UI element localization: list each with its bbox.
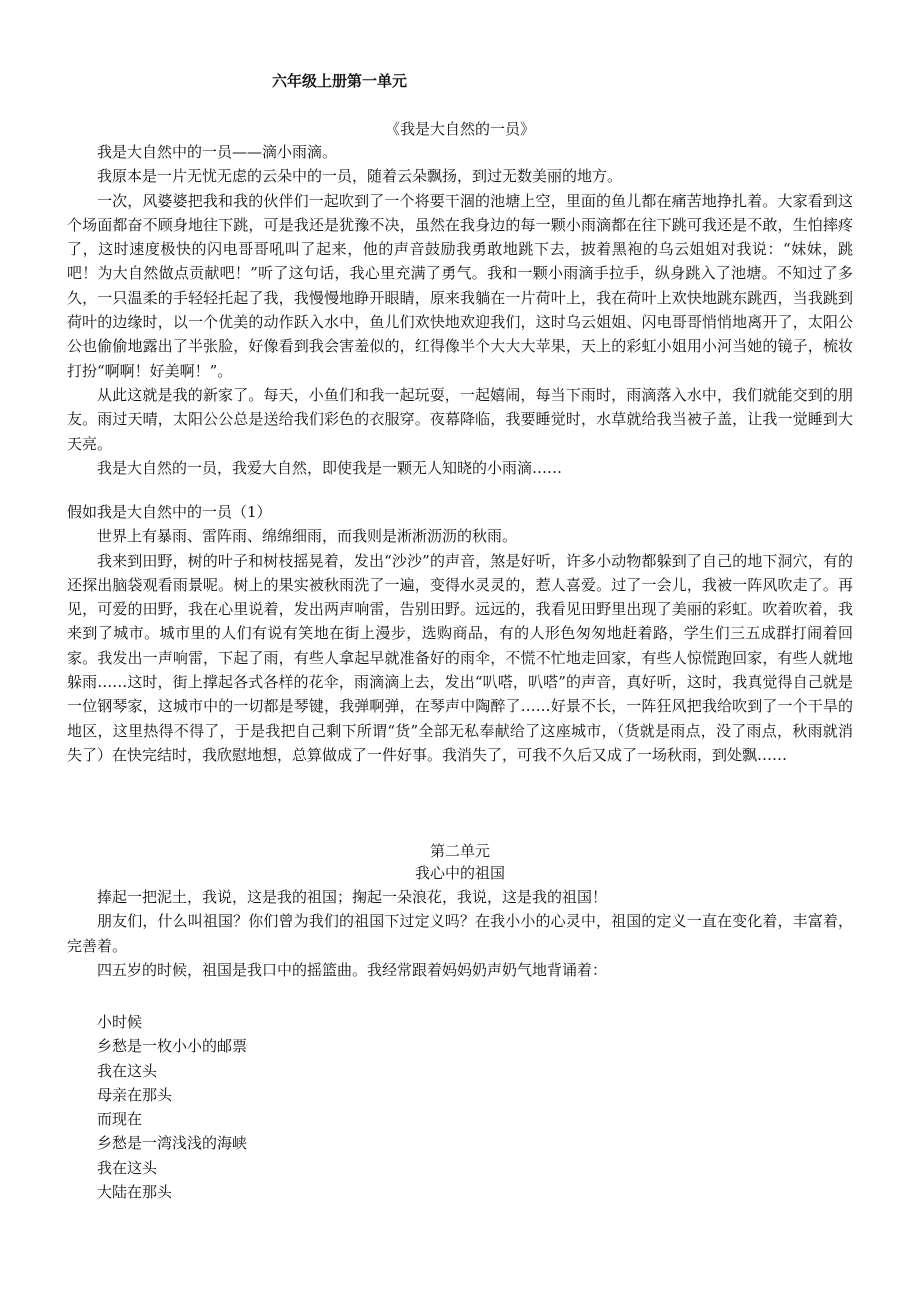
paragraph: 捧起一把泥土，我说，这是我的祖国；掬起一朵浪花，我说，这是我的祖国！: [97, 888, 608, 906]
paragraph: 我来到田野，树的叶子和树枝摇晃着，发出“沙沙”的声音，煞是好听，许多小动物都躲到了自己的地下洞穴，有的还探出脑袋观看雨景呢。树上的果实被秋雨洗了一遍，变得水灵灵的，惹人喜爱。过了一会儿，我被一阵风吹走了。再见，可爱的田野，我在心里说着，发出两声响雷，告别田野。远远的，我看见田野里出现了美丽的彩虹。吹着吹着，我来到了城市。城市里的人们有说有笑地在街上漫步，选购商品，有的人形色匆匆地赶着路，学生们三五成群打闹着回家。我发出一声响雷，下起了雨，有些人拿起早就准备好的雨伞，不慌不忙地走回家，有些人惊慌跑回家，有些人就地躲雨……这时，街上撑起各式各样的花伞，雨滴滴上去，发出“叭嗒，叭嗒”的声音，真好听，这时，我真觉得自己就是一位钢琴家，这城市中的一切都是琴键，我弹啊弹，在琴声中陶醉了……好景不长，一阵狂风把我给吹到了一个干旱的地区，这里热得不得了，于是我把自己剩下所谓“货”全部无私奉献给了这座城市，（货就是雨点，没了雨点，秋雨就消失了）在快完结时，我欣慰地想，总算做成了一件好事。我消失了，可我不久后又成了一场秋雨，到处飘……: [67, 551, 853, 764]
paragraph: 我是大自然中的一员——滴小雨滴。: [97, 143, 338, 161]
poem-line: 乡愁是一枚小小的邮票: [97, 1037, 248, 1056]
essay-body: [67, 885, 853, 982]
paragraph: 我是大自然的一员，我爱大自然，即使我是一颗无人知晓的小雨滴……: [97, 458, 563, 477]
unit-heading: 第二单元: [429, 842, 490, 860]
poem: [97, 1010, 247, 1204]
essay-title: 假如我是大自然中的一员（1）: [67, 503, 272, 521]
poem-line: 而现在: [97, 1110, 143, 1129]
essay-title: 《我是大自然的一员》: [384, 120, 535, 138]
poem-line: 我在这头: [97, 1061, 158, 1080]
paragraph: 我原本是一片无忧无虑的云朵中的一员，随着云朵飘扬，到过无数美丽的地方。: [97, 167, 623, 186]
paragraph: 四五岁的时候，祖国是我口中的摇篮曲。我经常跟着妈妈奶声奶气地背诵着：: [97, 960, 608, 979]
essay-body: [67, 140, 853, 480]
poem-line: 我在这头: [97, 1158, 158, 1177]
essay-body: [67, 500, 853, 767]
poem-line: 乡愁是一湾浅浅的海峡: [97, 1134, 248, 1153]
paragraph: 从此这就是我的新家了。每天，小鱼们和我一起玩耍，一起嬉闹，每当下雨时，雨滴落入水中，我们就能交到的朋友。雨过天晴，太阳公公总是送给我们彩色的衣服穿。夜幕降临，我要睡觉时，水草就给我当被子盖，让我一觉睡到大天亮。: [67, 385, 853, 453]
poem-line: 小时候: [97, 1013, 143, 1031]
unit-heading: 六年级上册第一单元: [272, 72, 408, 90]
poem-line: 大陆在那头: [97, 1183, 173, 1202]
paragraph: 朋友们，什么叫祖国？你们曾为我们的祖国下过定义吗？在我小小的心灵中，祖国的定义一直在变化着，丰富着，完善着。: [67, 912, 853, 955]
essay-title: 我心中的祖国: [414, 864, 505, 882]
paragraph: 一次，风婆婆把我和我的伙伴们一起吹到了一个将要干涸的池塘上空，里面的鱼儿都在痛苦地挣扎着。大家看到这个场面都奋不顾身地往下跳，可是我还是犹豫不决，虽然在我身边的每一颗小雨滴都在往下跳可我还是不敢，生怕摔疼了，这时速度极快的闪电哥哥吼叫了起来，他的声音鼓励我勇敢地跳下去，披着黑袍的乌云姐姐对我说：“妹妹，跳吧！为大自然做点贡献吧！”听了这句话，我心里充满了勇气。我和一颗小雨滴手拉手，纵身跳入了池塘。不知过了多久，一只温柔的手轻轻托起了我，我慢慢地睁开眼睛，原来我躺在一片荷叶上，我在荷叶上欢快地跳东跳西，当我跳到荷叶的边缘时，以一个优美的动作跃入水中，鱼儿们欢快地欢迎我们，这时乌云姐姐、闪电哥哥悄悄地离开了，太阳公公也偷偷地露出了半张脸，好像看到我会害羞似的，红得像半个大大大苹果，天上的彩虹小姐用小河当她的镜子，梳妆打扮“啊啊！好美啊！”。: [67, 191, 853, 380]
poem-line: 母亲在那头: [97, 1085, 173, 1104]
paragraph: 世界上有暴雨、雷阵雨、绵绵细雨，而我则是淅淅沥沥的秋雨。: [97, 527, 518, 546]
